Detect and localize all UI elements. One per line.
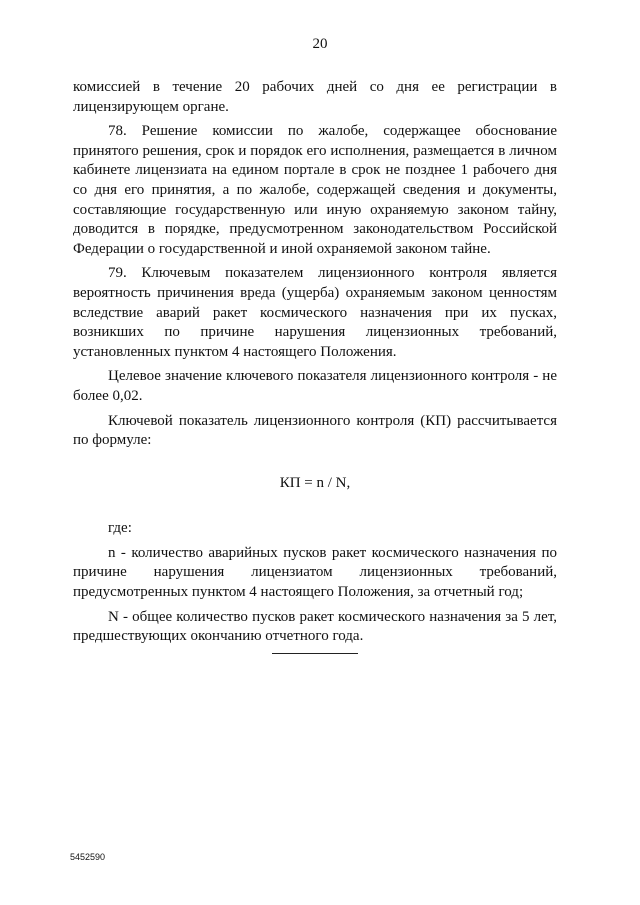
formula: КП = n / N,: [279, 474, 351, 491]
end-separator-line: [272, 653, 358, 654]
paragraph-target-value: Целевое значение ключевого показателя лицензионного контроля - не более 0,02.: [73, 368, 557, 404]
paragraph-formula-intro: Ключевой показатель лицензионного контроля (КП) рассчитывается по формуле:: [73, 412, 557, 449]
paragraph-where: где:: [108, 520, 132, 537]
paragraph-continuation: комиссией в течение 20 рабочих дней со дня ее регистрации в лицензирующем органе.: [73, 79, 557, 115]
page-number: 20: [312, 36, 328, 52]
paragraph-definition-N: N - общее количество пусков ракет космического назначения за 5 лет, предшествующих окончанию отчетного года.: [73, 608, 557, 645]
paragraph-78: 78. Решение комиссии по жалобе, содержащее обоснование принятого решения, срок и порядок его исполнения, размещается в личном кабинете лицензиата на едином портале в срок не позднее 1 рабочего дня со дня его принятия, а по жалобе, содержащей сведения и документы, составляющие государственную или иную охраняемую законом тайну, доводится в порядке, предусмотренном законодательством Российской Федерации о государственной и иной охраняемой законом тайне.: [73, 123, 557, 257]
document-code: 5452590: [70, 852, 106, 862]
document-body: [73, 78, 557, 647]
paragraph-79: 79. Ключевым показателем лицензионного контроля является вероятность причинения вреда (ущерба) охраняемым законом ценностям вследствие аварий ракет космического назначения при их пусках, возникших по причине нарушения лицензионных требований, установленных пунктом 4 настоящего Положения.: [73, 265, 557, 360]
paragraph-definition-n: n - количество аварийных пусков ракет космического назначения по причине нарушения лицензиатом лицензионных требований, предусмотренных пунктом 4 настоящего Положения, за отчетный год;: [73, 544, 557, 601]
